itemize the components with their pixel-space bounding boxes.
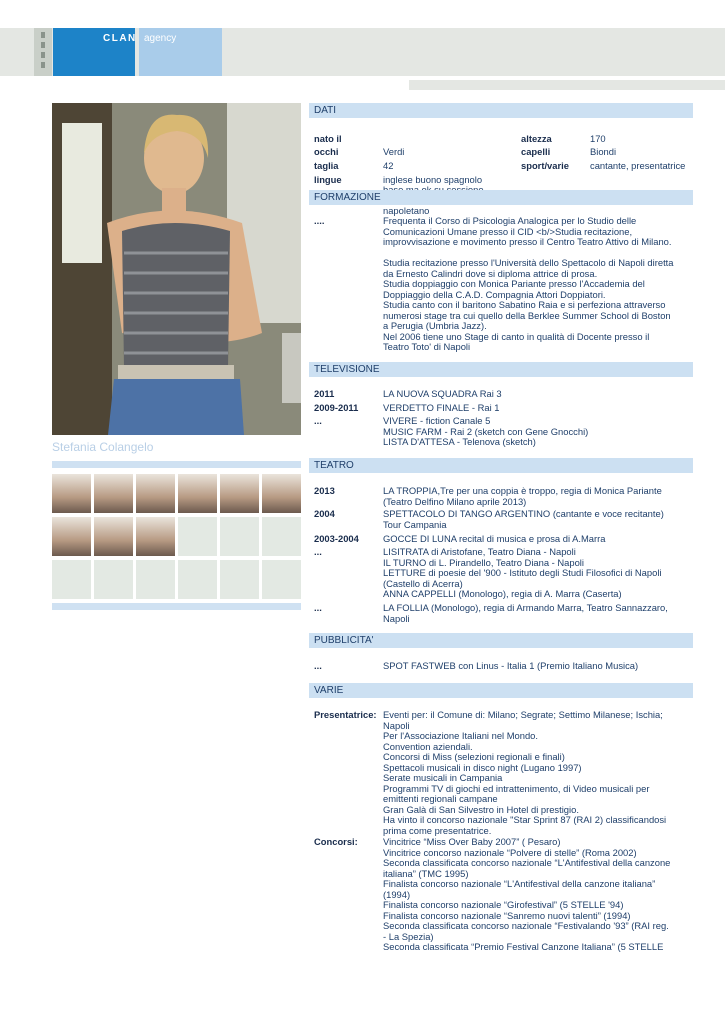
tv-text: VIVERE - fiction Canale 5 MUSIC FARM - Rai 2 (sketch con Gene Gnocchi) LISTA D'ATTESA - Telenova (sketch) — [383, 415, 589, 447]
varie-label-concorsi: Concorsi: — [314, 836, 358, 847]
header-secondary-bar — [409, 80, 725, 90]
formazione-cut-line: napoletano — [383, 205, 430, 216]
gallery-empty-slot — [262, 517, 301, 556]
dati-label-altezza: altezza — [521, 133, 552, 144]
teatro-label: ... — [314, 546, 322, 557]
dati-value-sport: cantante, presentatrice — [590, 160, 686, 171]
gallery-thumbnail[interactable] — [136, 517, 175, 556]
pubblicita-text: SPOT FASTWEB con Linus - Italia 1 (Premio Italiano Musica) — [383, 660, 639, 671]
gallery-empty-slot — [178, 560, 217, 599]
dati-value-capelli: Biondi — [590, 146, 617, 157]
gallery-empty-slot — [52, 560, 91, 599]
teatro-text: LA FOLLIA (Monologo), regia di Armando Marra, Teatro Sannazzaro, Napoli — [383, 602, 668, 624]
teatro-label: ... — [314, 602, 322, 613]
gallery-empty-slot — [136, 560, 175, 599]
gallery-thumbnail[interactable] — [262, 474, 301, 513]
tv-label: ... — [314, 415, 322, 426]
gallery-empty-slot — [178, 517, 217, 556]
section-heading-formazione: FORMAZIONE — [309, 190, 693, 205]
tv-label: 2009-2011 — [314, 402, 359, 413]
gallery-thumbnail[interactable] — [94, 474, 133, 513]
teatro-text: LA TROPPIA,Tre per una coppia è troppo, regia di Monica Pariante (Teatro Delfino Milano aprile 2013) — [383, 485, 662, 507]
gallery-thumbnail[interactable] — [52, 474, 91, 513]
dati-value-lingue: inglese buono spagnolo — [383, 174, 483, 185]
gallery-thumbnail[interactable] — [178, 474, 217, 513]
gallery-thumbnail[interactable] — [94, 517, 133, 556]
dati-label-taglia: taglia — [314, 160, 339, 171]
gallery-top-bar — [52, 461, 301, 468]
dati-value-altezza: 170 — [590, 133, 606, 144]
header-right-band — [226, 28, 725, 76]
dati-label-sport: sport/varie — [521, 160, 569, 171]
tv-text: LA NUOVA SQUADRA Rai 3 — [383, 388, 502, 399]
varie-text-presentatrice: Eventi per: il Comune di: Milano; Segrate; Settimo Milanese; Ischia; Napoli Per l'Associazione Italiani nel Mondo. Convention aziendali. Concorsi di Miss (selezioni regionali e finali) Spettacoli musicali in disco night (Lugano 1997) Serate musicali in Campania Programmi TV di giochi ed intrattenimento, di Video musicali per emittenti regionali campane Gran Galà di San Silvestro in Hotel di prestigio. Ha vinto il concorso nazionale "Star Sprint 87 (RAI 2) classificandosi prima come presentatrice. — [383, 709, 667, 836]
section-heading-televisione: TELEVISIONE — [309, 362, 693, 377]
teatro-label: 2004 — [314, 508, 335, 519]
gallery-bottom-bar — [52, 603, 301, 610]
gallery-empty-slot — [262, 560, 301, 599]
varie-label-presentatrice: Presentatrice: — [314, 709, 377, 720]
gallery-thumbnail[interactable] — [52, 517, 91, 556]
gallery-empty-slot — [220, 560, 259, 599]
varie-text-concorsi: Vincitrice “Miss Over Baby 2007” ( Pesaro) Vincitrice concorso nazionale “Polvere di stelle” (Roma 2002) Seconda classificata concorso nazionale “L'Antifestival della canzone italiana” (TMC 1995) Finalista concorso nazionale “L'Antifestival della canzone italiana” (1994) Finalista concorso nazionale “Girofestival” (5 STELLE '94) Finalista concorso nazionale “Sanremo nuovi talenti” (1994) Seconda classificata concorso nazionale “Festivalando '93” (RAI reg. - La Spezia) Seconda classificata “Premio Festival Canzone Italiana” (5 STELLE — [383, 836, 671, 952]
gallery-empty-slot — [94, 560, 133, 599]
section-heading-varie: VARIE — [309, 683, 693, 698]
logo-text: CLAN — [103, 33, 137, 44]
logo-sub-text: agency — [144, 33, 177, 44]
profile-photo-illustration — [52, 103, 301, 435]
dati-value-taglia: 42 — [383, 160, 394, 171]
section-heading-pubblicita: PUBBLICITA' — [309, 633, 693, 648]
teatro-label: 2013 — [314, 485, 335, 496]
tv-text: VERDETTO FINALE - Rai 1 — [383, 402, 500, 413]
tv-label: 2011 — [314, 388, 335, 399]
header-film-strip — [34, 28, 52, 76]
dati-value-occhi: Verdi — [383, 146, 405, 157]
teatro-label: 2003-2004 — [314, 533, 359, 544]
formazione-text: Frequenta il Corso di Psicologia Analogica per lo Studio delle Comunicazioni Umane presso il CID <b/>Studia recitazione, improvvisazione e movimento presso il Centro Teatro Attivo di Milano. Studia recitazione presso l'Università dello Spettacolo di Napoli diretta da Ernesto Calindri dove si diploma attrice di prosa. Studia doppiaggio con Monica Pariante presso l'Accademia del Doppiaggio della C.A.D. Compagnia Attori Doppiatori. Studia canto con il baritono Sabatino Raia e si perfeziona attraverso numerosi stage tra cui quello della Berklee Summer School di Boston a Perugia (Umbria Jazz). Nel 2006 tiene uno Stage di canto in qualità di Docente presso il Teatro Toto' di Napoli — [383, 215, 674, 352]
dati-label-capelli: capelli — [521, 146, 551, 157]
artist-name: Stefania Colangelo — [52, 440, 154, 454]
agency-logo-sub — [139, 28, 222, 76]
teatro-text: LISITRATA di Aristofane, Teatro Diana - Napoli IL TURNO di L. Pirandello, Teatro Diana - Napoli LETTURE di poesie del '900 - Istituto degli Studi Filosofici di Napoli (Castello di Acerra) ANNA CAPPELLI (Monologo), regia di A. Marra (Caserta) — [383, 546, 662, 599]
section-heading-teatro: TEATRO — [309, 458, 693, 473]
section-heading-dati: DATI — [309, 103, 693, 118]
dati-label-lingue: lingue — [314, 174, 342, 185]
formazione-label: .... — [314, 215, 325, 226]
photo-gallery — [52, 474, 301, 600]
agency-logo[interactable] — [53, 28, 135, 76]
dati-label-occhi: occhi — [314, 146, 339, 157]
teatro-text: GOCCE DI LUNA recital di musica e prosa di A.Marra — [383, 533, 606, 544]
pubblicita-label: ... — [314, 660, 322, 671]
dati-label-nato: nato il — [314, 133, 342, 144]
gallery-thumbnail[interactable] — [220, 474, 259, 513]
teatro-text: SPETTACOLO DI TANGO ARGENTINO (cantante e voce recitante) Tour Campania — [383, 508, 664, 530]
gallery-empty-slot — [220, 517, 259, 556]
profile-photo — [52, 103, 301, 435]
gallery-thumbnail[interactable] — [136, 474, 175, 513]
